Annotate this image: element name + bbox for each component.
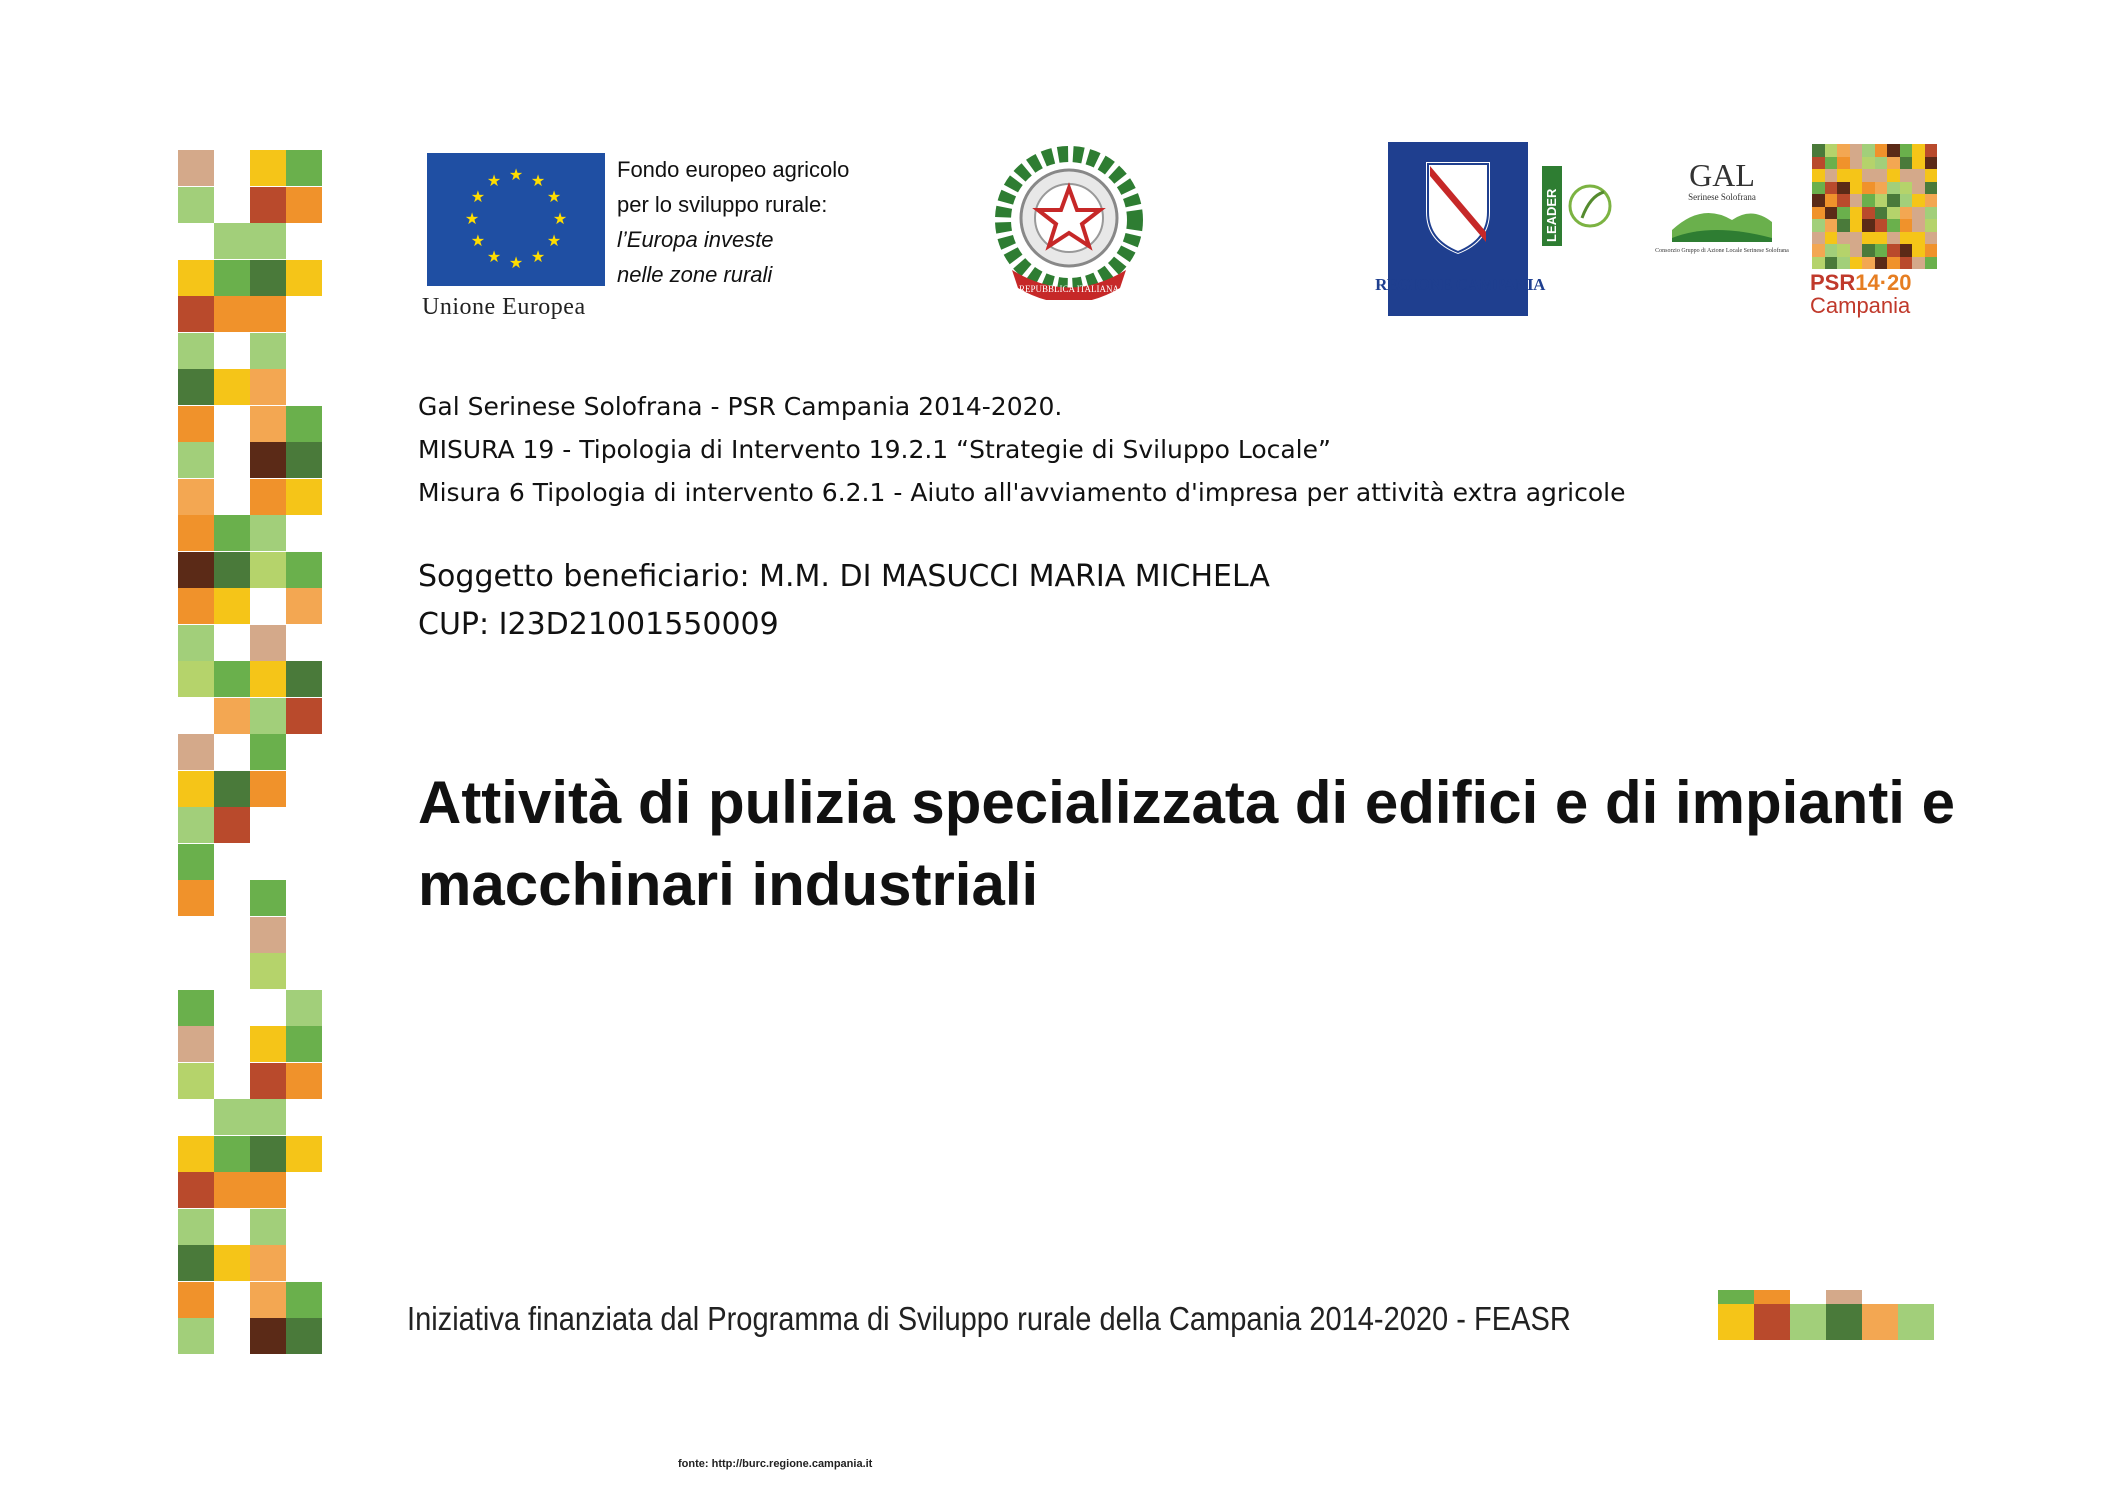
mosaic-tile: [250, 1136, 286, 1172]
mosaic-tile: [250, 333, 286, 369]
psr-mosaic-tile: [1925, 157, 1938, 170]
mosaic-tile: [250, 734, 286, 770]
mosaic-tile: [250, 187, 286, 223]
info-line-gal: Gal Serinese Solofrana - PSR Campania 2014-2020.: [418, 392, 1063, 421]
mosaic-tile: [178, 369, 214, 405]
mosaic-tile: [178, 1282, 214, 1318]
mosaic-tile: [250, 442, 286, 478]
source-note: fonte: http://burc.regione.campania.it: [678, 1458, 873, 1470]
eu-star-icon: ★: [508, 253, 524, 272]
mosaic-tile: [178, 588, 214, 624]
mosaic-tile: [286, 150, 322, 186]
mosaic-tile: [286, 698, 322, 734]
mosaic-tile: [250, 917, 286, 953]
mosaic-tile: [250, 1245, 286, 1281]
psr-mosaic-tile: [1825, 257, 1838, 270]
regione-caption: REGIONE CAMPANIA: [1375, 275, 1545, 294]
mosaic-tile: [214, 1136, 250, 1172]
eu-star-icon: ★: [546, 187, 562, 206]
psr-mosaic-tile: [1887, 207, 1900, 220]
mosaic-tile: [178, 807, 214, 843]
eu-star-icon: ★: [508, 165, 524, 184]
mosaic-tile: [250, 406, 286, 442]
mosaic-tile: [214, 260, 250, 296]
emblem-text: REPUBBLICA ITALIANA: [1018, 284, 1120, 294]
mosaic-tile: [178, 333, 214, 369]
eu-star-icon: ★: [470, 231, 486, 250]
footer-mosaic-tile: [1826, 1304, 1862, 1340]
psr-mosaic-tile: [1825, 207, 1838, 220]
mosaic-tile: [250, 1172, 286, 1208]
gal-logo: [1642, 150, 1802, 260]
psr-mosaic-tile: [1837, 194, 1850, 207]
mosaic-tile: [250, 880, 286, 916]
mosaic-tile: [250, 698, 286, 734]
mosaic-tile: [250, 552, 286, 588]
eu-text-line: per lo sviluppo rurale:: [617, 192, 828, 217]
leader-text: LEADER: [1544, 188, 1559, 242]
psr-subtitle: Campania: [1810, 293, 1911, 318]
mosaic-tile: [178, 150, 214, 186]
psr-mosaic-tile: [1875, 232, 1888, 245]
eu-star-icon: ★: [546, 231, 562, 250]
psr-mosaic-tile: [1900, 207, 1913, 220]
footer-mosaic-tile: [1826, 1290, 1862, 1304]
mosaic-tile: [250, 953, 286, 989]
psr-mosaic-tile: [1900, 169, 1913, 182]
mosaic-tile: [286, 1318, 322, 1354]
mosaic-tile: [178, 515, 214, 551]
psr-mosaic-tile: [1837, 207, 1850, 220]
eu-star-icon: ★: [530, 170, 546, 190]
info-line-misura6: Misura 6 Tipologia di intervento 6.2.1 - Aiuto all'avviamento d'impresa per attività extra agricole: [418, 478, 1626, 507]
mosaic-tile: [214, 223, 250, 259]
psr-mosaic-tile: [1912, 194, 1925, 207]
eu-star-icon: ★: [552, 209, 568, 228]
psr-mosaic-tile: [1875, 257, 1888, 270]
mosaic-tile: [214, 369, 250, 405]
mosaic-tile: [250, 661, 286, 697]
mosaic-tile: [286, 1063, 322, 1099]
psr-mosaic-tile: [1825, 144, 1838, 157]
mosaic-tile: [214, 515, 250, 551]
mosaic-tile: [178, 260, 214, 296]
psr-mosaic-tile: [1850, 169, 1863, 182]
psr-mosaic-tile: [1862, 244, 1875, 257]
mosaic-tile: [178, 734, 214, 770]
psr-mosaic-tile: [1825, 169, 1838, 182]
psr-mosaic-tile: [1850, 244, 1863, 257]
psr-mosaic-tile: [1887, 244, 1900, 257]
psr-mosaic-tile: [1875, 219, 1888, 232]
eu-stars-icon: [427, 153, 605, 286]
psr-mosaic-tile: [1887, 169, 1900, 182]
italian-republic-emblem: [992, 140, 1147, 300]
mosaic-tile: [250, 369, 286, 405]
psr-mosaic-tile: [1812, 194, 1825, 207]
psr-mosaic-tile: [1862, 219, 1875, 232]
mosaic-tile: [178, 442, 214, 478]
psr-mosaic-tile: [1912, 207, 1925, 220]
psr-mosaic-tile: [1825, 232, 1838, 245]
psr-mosaic-tile: [1912, 232, 1925, 245]
mosaic-tile: [286, 1136, 322, 1172]
footer-mosaic-tile: [1790, 1304, 1826, 1340]
eu-star-icon: ★: [486, 247, 502, 267]
psr-mosaic-tile: [1900, 157, 1913, 170]
mosaic-tile: [250, 1099, 286, 1135]
mosaic-tile: [250, 1026, 286, 1062]
psr-mosaic-tile: [1925, 219, 1938, 232]
psr-mosaic-tile: [1900, 257, 1913, 270]
psr-mosaic-tile: [1812, 182, 1825, 195]
beneficiary-info: [418, 553, 1270, 649]
mosaic-tile: [214, 661, 250, 697]
psr-mosaic-tile: [1912, 144, 1925, 157]
mosaic-tile: [250, 625, 286, 661]
mosaic-tile: [178, 880, 214, 916]
psr-mosaic-tile: [1875, 169, 1888, 182]
mosaic-tile: [286, 588, 322, 624]
psr-mosaic-tile: [1887, 157, 1900, 170]
mosaic-tile: [250, 260, 286, 296]
eu-text-line: nelle zone rurali: [617, 262, 773, 287]
regione-shield-icon: [1388, 142, 1528, 272]
footer-mosaic-tile: [1718, 1304, 1754, 1340]
psr-mosaic-tile: [1850, 219, 1863, 232]
eu-star-icon: ★: [486, 170, 502, 190]
mosaic-tile: [286, 661, 322, 697]
psr-mosaic-tile: [1862, 157, 1875, 170]
footer-mosaic-tile: [1862, 1304, 1898, 1340]
mosaic-tile: [214, 1172, 250, 1208]
mosaic-tile: [178, 1136, 214, 1172]
footer-mosaic-tile: [1754, 1290, 1790, 1304]
left-mosaic-decoration: [0, 0, 340, 1360]
psr-mosaic-tile: [1925, 194, 1938, 207]
psr-mosaic-tile: [1887, 194, 1900, 207]
psr-mosaic-tile: [1925, 232, 1938, 245]
gal-footer: Consorzio Gruppo di Azione Locale Serinese Solofrana: [1655, 248, 1789, 254]
mosaic-tile: [250, 1209, 286, 1245]
mosaic-tile: [178, 406, 214, 442]
mosaic-tile: [178, 187, 214, 223]
mosaic-tile: [178, 661, 214, 697]
leader-logo: [1542, 166, 1622, 246]
footer-mosaic-tile: [1718, 1290, 1754, 1304]
footer-mosaic-decoration: [1718, 1290, 1938, 1340]
psr-mosaic-logo: [1812, 144, 1937, 269]
psr-mosaic-tile: [1812, 232, 1825, 245]
mosaic-tile: [250, 771, 286, 807]
project-title: Attività di pulizia specializzata di edifici e di impianti e macchinari industriali: [418, 769, 1956, 918]
psr-mosaic-tile: [1850, 144, 1863, 157]
psr-mosaic-tile: [1825, 157, 1838, 170]
psr-mosaic-tile: [1900, 219, 1913, 232]
mosaic-tile: [286, 442, 322, 478]
psr-mosaic-tile: [1912, 182, 1925, 195]
mosaic-tile: [214, 1245, 250, 1281]
psr-mosaic-tile: [1862, 257, 1875, 270]
psr-mosaic-tile: [1887, 182, 1900, 195]
psr-mosaic-tile: [1850, 194, 1863, 207]
psr-mosaic-tile: [1850, 257, 1863, 270]
eu-star-icon: ★: [464, 209, 480, 228]
mosaic-tile: [178, 771, 214, 807]
mosaic-tile: [214, 552, 250, 588]
mosaic-tile: [178, 1063, 214, 1099]
psr-mosaic-tile: [1837, 144, 1850, 157]
footer-mosaic-tile: [1898, 1304, 1934, 1340]
mosaic-tile: [286, 260, 322, 296]
mosaic-tile: [286, 187, 322, 223]
mosaic-tile: [214, 698, 250, 734]
psr-title-a: PSR: [1810, 270, 1856, 295]
psr-mosaic-tile: [1812, 219, 1825, 232]
psr-mosaic-tile: [1887, 219, 1900, 232]
mosaic-tile: [178, 1172, 214, 1208]
mosaic-tile: [250, 296, 286, 332]
psr-mosaic-tile: [1850, 157, 1863, 170]
psr-mosaic-tile: [1837, 169, 1850, 182]
info-line-misura19: MISURA 19 - Tipologia di Intervento 19.2.1 “Strategie di Sviluppo Locale”: [418, 435, 1331, 464]
mosaic-tile: [178, 990, 214, 1026]
psr-mosaic-tile: [1925, 182, 1938, 195]
mosaic-tile: [178, 479, 214, 515]
mosaic-tile: [214, 807, 250, 843]
psr-mosaic-tile: [1925, 257, 1938, 270]
psr-mosaic-tile: [1875, 157, 1888, 170]
psr-title-b: 14·20: [1855, 270, 1912, 295]
psr-mosaic-tile: [1912, 157, 1925, 170]
mosaic-tile: [286, 990, 322, 1026]
psr-mosaic-tile: [1887, 257, 1900, 270]
mosaic-tile: [214, 588, 250, 624]
mosaic-tile: [178, 1245, 214, 1281]
psr-mosaic-tile: [1812, 257, 1825, 270]
eu-star-icon: ★: [530, 247, 546, 267]
psr-mosaic-tile: [1862, 194, 1875, 207]
mosaic-tile: [214, 296, 250, 332]
psr-mosaic-tile: [1900, 144, 1913, 157]
psr-mosaic-tile: [1925, 169, 1938, 182]
psr-mosaic-tile: [1887, 144, 1900, 157]
psr-mosaic-tile: [1837, 219, 1850, 232]
mosaic-tile: [178, 1318, 214, 1354]
psr-mosaic-tile: [1862, 232, 1875, 245]
mosaic-tile: [286, 1026, 322, 1062]
gal-title: GAL: [1689, 157, 1755, 193]
psr-mosaic-tile: [1875, 194, 1888, 207]
psr-mosaic-tile: [1900, 232, 1913, 245]
mosaic-tile: [250, 515, 286, 551]
psr-mosaic-tile: [1912, 169, 1925, 182]
mosaic-tile: [250, 223, 286, 259]
psr-mosaic-tile: [1925, 207, 1938, 220]
psr-mosaic-tile: [1925, 144, 1938, 157]
psr-mosaic-tile: [1862, 144, 1875, 157]
mosaic-tile: [214, 1099, 250, 1135]
mosaic-tile: [178, 625, 214, 661]
psr-mosaic-tile: [1875, 207, 1888, 220]
mosaic-tile: [286, 406, 322, 442]
psr-mosaic-tile: [1900, 182, 1913, 195]
psr-mosaic-tile: [1837, 157, 1850, 170]
mosaic-tile: [250, 1318, 286, 1354]
mosaic-tile: [178, 844, 214, 880]
eu-caption: Unione Europea: [422, 294, 586, 320]
psr-mosaic-tile: [1850, 207, 1863, 220]
psr-mosaic-tile: [1837, 244, 1850, 257]
mosaic-tile: [214, 771, 250, 807]
gal-subtitle: Serinese Solofrana: [1688, 192, 1756, 202]
eu-flag-logo: [427, 153, 605, 286]
eu-star-icon: ★: [470, 187, 486, 206]
psr-mosaic-tile: [1912, 219, 1925, 232]
psr-mosaic-tile: [1850, 182, 1863, 195]
psr-mosaic-tile: [1837, 257, 1850, 270]
psr-mosaic-tile: [1887, 232, 1900, 245]
psr-mosaic-tile: [1812, 169, 1825, 182]
psr-mosaic-tile: [1850, 232, 1863, 245]
psr-mosaic-tile: [1825, 219, 1838, 232]
psr-mosaic-tile: [1912, 244, 1925, 257]
psr-mosaic-tile: [1925, 244, 1938, 257]
psr-mosaic-tile: [1862, 182, 1875, 195]
psr-mosaic-tile: [1875, 144, 1888, 157]
eu-fund-text: [617, 152, 849, 292]
mosaic-tile: [286, 479, 322, 515]
psr-mosaic-tile: [1812, 144, 1825, 157]
mosaic-tile: [178, 1209, 214, 1245]
beneficiary-line: Soggetto beneficiario: M.M. DI MASUCCI MARIA MICHELA: [418, 559, 1270, 594]
eu-text-line: Fondo europeo agricolo: [617, 157, 850, 182]
footer-funding-text: Iniziativa finanziata dal Programma di Sviluppo rurale della Campania 2014-2020 - FEASR: [407, 1300, 1571, 1337]
psr-mosaic-tile: [1825, 182, 1838, 195]
psr-mosaic-tile: [1825, 194, 1838, 207]
psr-mosaic-tile: [1875, 182, 1888, 195]
mosaic-tile: [178, 296, 214, 332]
psr-mosaic-tile: [1862, 169, 1875, 182]
mosaic-tile: [250, 150, 286, 186]
psr-mosaic-tile: [1812, 244, 1825, 257]
mosaic-tile: [286, 552, 322, 588]
program-info: [418, 385, 1625, 514]
mosaic-tile: [178, 1026, 214, 1062]
psr-mosaic-tile: [1837, 182, 1850, 195]
eu-text-line: l’Europa investe: [617, 227, 774, 252]
footer-mosaic-tile: [1754, 1304, 1790, 1340]
psr-mosaic-tile: [1875, 244, 1888, 257]
psr-mosaic-tile: [1837, 232, 1850, 245]
psr-mosaic-tile: [1862, 207, 1875, 220]
mosaic-tile: [286, 1282, 322, 1318]
mosaic-tile: [250, 1282, 286, 1318]
mosaic-tile: [250, 479, 286, 515]
psr-mosaic-tile: [1825, 244, 1838, 257]
mosaic-tile: [178, 552, 214, 588]
mosaic-tile: [250, 1063, 286, 1099]
psr-mosaic-tile: [1812, 157, 1825, 170]
cup-line: CUP: I23D21001550009: [418, 607, 779, 642]
psr-mosaic-tile: [1912, 257, 1925, 270]
psr-mosaic-tile: [1812, 207, 1825, 220]
psr-mosaic-tile: [1900, 244, 1913, 257]
psr-mosaic-tile: [1900, 194, 1913, 207]
